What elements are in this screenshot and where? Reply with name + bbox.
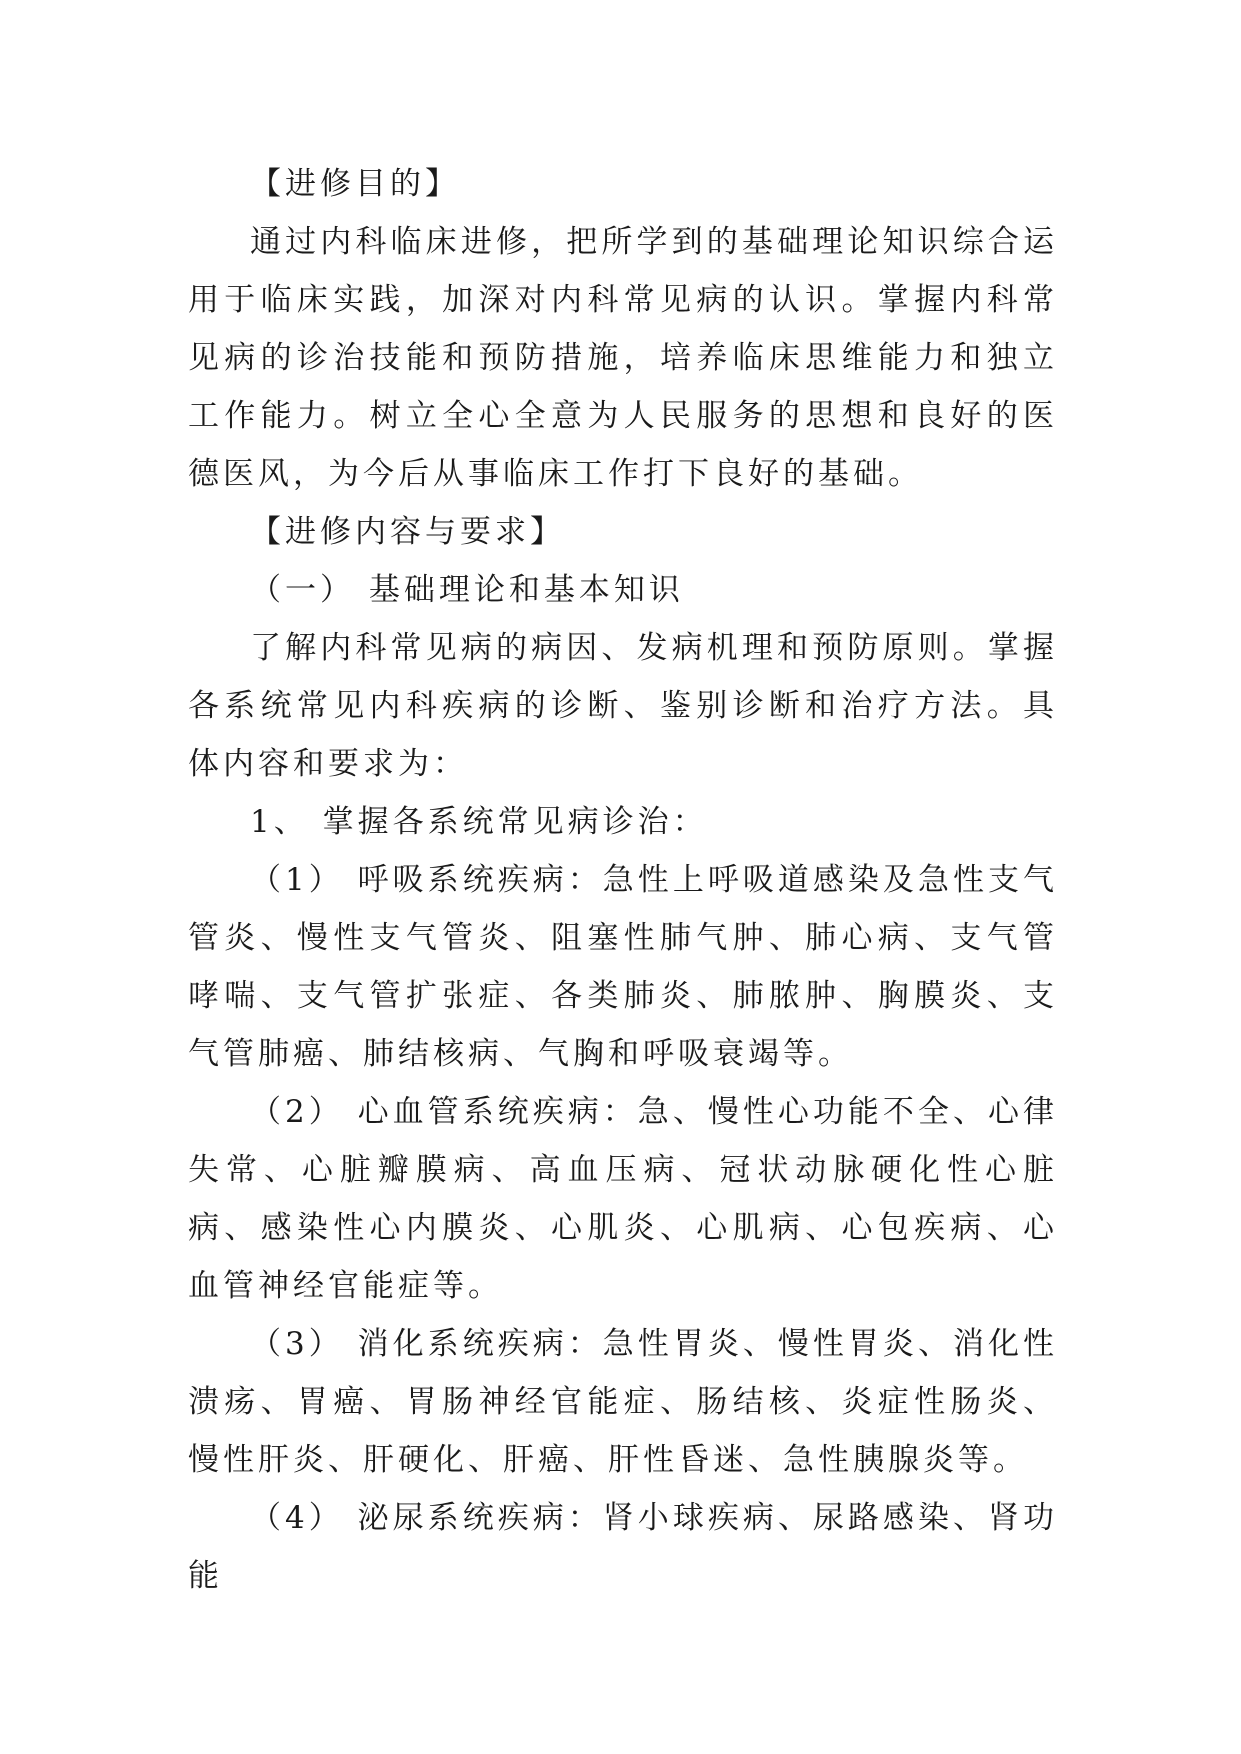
sub-item-urinary: （4） 泌尿系统疾病：肾小球疾病、尿路感染、肾功能 bbox=[188, 1500, 1058, 1594]
heading-content-requirements: 【进修内容与要求】 bbox=[250, 514, 565, 550]
document-body bbox=[188, 155, 1058, 1605]
heading-purpose: 【进修目的】 bbox=[250, 166, 460, 202]
section-1-title: （一） 基础理论和基本知识 bbox=[250, 572, 684, 608]
sub-item-cardiovascular: （2） 心血管系统疾病：急、慢性心功能不全、心律失常、心脏瓣膜病、高血压病、冠状动脉硬化性心脏病、感染性心内膜炎、心肌炎、心肌病、心包疾病、心血管神经官能症等。 bbox=[188, 1094, 1058, 1304]
sub-item-digestive: （3） 消化系统疾病：急性胃炎、慢性胃炎、消化性溃疡、胃癌、胃肠神经官能症、肠结核、炎症性肠炎、慢性肝炎、肝硬化、肝癌、肝性昏迷、急性胰腺炎等。 bbox=[188, 1326, 1058, 1478]
sub-item-respiratory: （1） 呼吸系统疾病：急性上呼吸道感染及急性支气管炎、慢性支气管炎、阻塞性肺气肿、肺心病、支气管哮喘、支气管扩张症、各类肺炎、肺脓肿、胸膜炎、支气管肺癌、肺结核病、气胸和呼吸衰竭等。 bbox=[188, 862, 1058, 1072]
list-item-1: 1、 掌握各系统常见病诊治： bbox=[250, 804, 708, 840]
paragraph-purpose: 通过内科临床进修，把所学到的基础理论知识综合运用于临床实践，加深对内科常见病的认识。掌握内科常见病的诊治技能和预防措施，培养临床思维能力和独立工作能力。树立全心全意为人民服务的思想和良好的医德医风，为今后从事临床工作打下良好的基础。 bbox=[188, 224, 1058, 492]
paragraph-basic-knowledge: 了解内科常见病的病因、发病机理和预防原则。掌握各系统常见内科疾病的诊断、鉴别诊断和治疗方法。具体内容和要求为： bbox=[188, 630, 1058, 782]
